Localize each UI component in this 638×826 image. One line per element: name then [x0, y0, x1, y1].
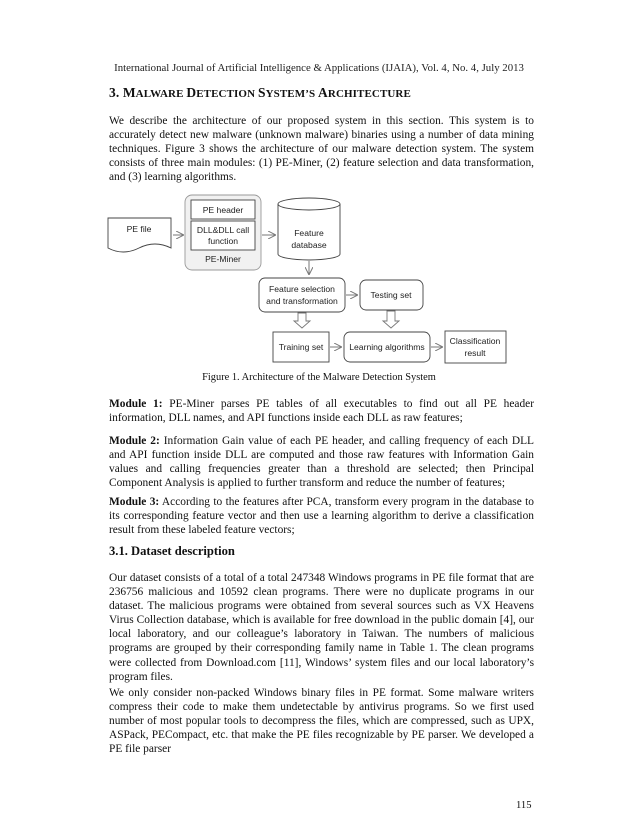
classification-result-label-line1: Classification — [449, 336, 501, 346]
pe-file-label: PE file — [126, 224, 152, 234]
architecture-diagram — [103, 190, 533, 370]
module-1-paragraph — [109, 397, 534, 425]
title-word-4-rest: RCHITECTURE — [327, 88, 411, 100]
section-number: 3. — [109, 85, 123, 100]
arrow-testing-learning — [383, 311, 399, 328]
feature-database-top — [278, 198, 340, 210]
module-1-label: Module 1: — [109, 398, 163, 410]
dll-call-label-line1: DLL&DLL call — [196, 225, 250, 235]
title-word-2-cap: D — [186, 85, 197, 100]
intro-paragraph: We describe the architecture of our proposed system in this section. This system is to accurately detect new malware (unknown malware) binaries using a number of data mining techniques. Figure 3 shows the architecture of our malware detection system. The system consists of three main modules: (1) PE-Miner, (2) feature selection and data transformation, and (3) learning algorithms. — [109, 115, 534, 184]
title-word-3-cap: S — [257, 85, 266, 100]
feature-selection-label-line1: Feature selection — [269, 284, 335, 294]
module-3-label: Module 3: — [109, 496, 160, 508]
figure-caption: Figure 1. Architecture of the Malware Detection System — [202, 372, 436, 383]
running-head: International Journal of Artificial Intelligence & Applications (IJAIA), Vol. 4, No. 4, July 2013 — [114, 62, 524, 74]
module-3-paragraph — [109, 495, 534, 537]
feature-database-label-line1: Feature — [294, 228, 324, 238]
dll-call-label-line2: function — [207, 236, 239, 246]
module-3-text: According to the features after PCA, transform every program in the database to its corresponding feature vector and then use a learning algorithm to derive a classification result from these labeled feature vectors; — [109, 496, 534, 537]
dataset-paragraph-1: Our dataset consists of a total of a total 247348 Windows programs in PE file format that are 236756 malicious and 10592 clean programs. There were no duplicate programs in our dataset. The malicious programs were obtained from several sources such as VX Heavens Virus Collection database, which is available for free download in the public domain [4], our local laboratory, and our colleague’s laboratory in Taiwan. The numbers of malicious programs are grouped by their corresponding family name in Table 1. The clean programs were collected from Download.com [11], Windows’ system files and our local laboratory’s program files. — [109, 572, 534, 683]
training-set-label: Training set — [278, 342, 324, 352]
title-word-2-rest: ETECTION — [196, 88, 258, 100]
module-2-label: Module 2: — [109, 435, 160, 447]
page-number: 115 — [516, 800, 532, 811]
section-title — [109, 85, 411, 101]
title-word-1-cap: M — [122, 85, 136, 100]
classification-result-label-line2: result — [464, 348, 486, 358]
feature-selection-label-line2: and transformation — [266, 296, 338, 306]
pe-miner-label: PE-Miner — [205, 254, 241, 264]
title-word-3-rest: YSTEM’S — [265, 88, 319, 100]
module-2-text: Information Gain value of each PE header, and calling frequency of each DLL and API function inside DLL are computed and those raw features with Information Gain values and calling frequencies greater than a threshold are selected; then Principal Component Analysis is applied to further transform and reduce the number of features; — [109, 435, 534, 490]
testing-set-label: Testing set — [370, 290, 412, 300]
learning-algorithms-label: Learning algorithms — [349, 342, 425, 352]
feature-database-label-line2: database — [291, 240, 327, 250]
pe-header-label: PE header — [202, 205, 244, 215]
subsection-title: 3.1. Dataset description — [109, 544, 235, 558]
module-2-paragraph — [109, 434, 534, 490]
module-1-text: PE-Miner parses PE tables of all executables to find out all PE header information, DLL names, and API functions inside each DLL as raw features; — [109, 398, 534, 425]
arrow-selection-training — [294, 313, 310, 328]
dataset-paragraph-2: We only consider non-packed Windows binary files in PE format. Some malware writers compress their code to make them undetectable by antivirus programs. So we first used number of most popular tools to decompress the files, which are compressed, such as UPX, ASPack, PECompact, etc. that make the PE files recognizable by PE parser. We developed a PE file parser — [109, 687, 534, 756]
title-word-1-rest: ALWARE — [135, 88, 187, 100]
title-word-4-cap: A — [318, 85, 328, 100]
architecture-figure — [103, 190, 533, 370]
